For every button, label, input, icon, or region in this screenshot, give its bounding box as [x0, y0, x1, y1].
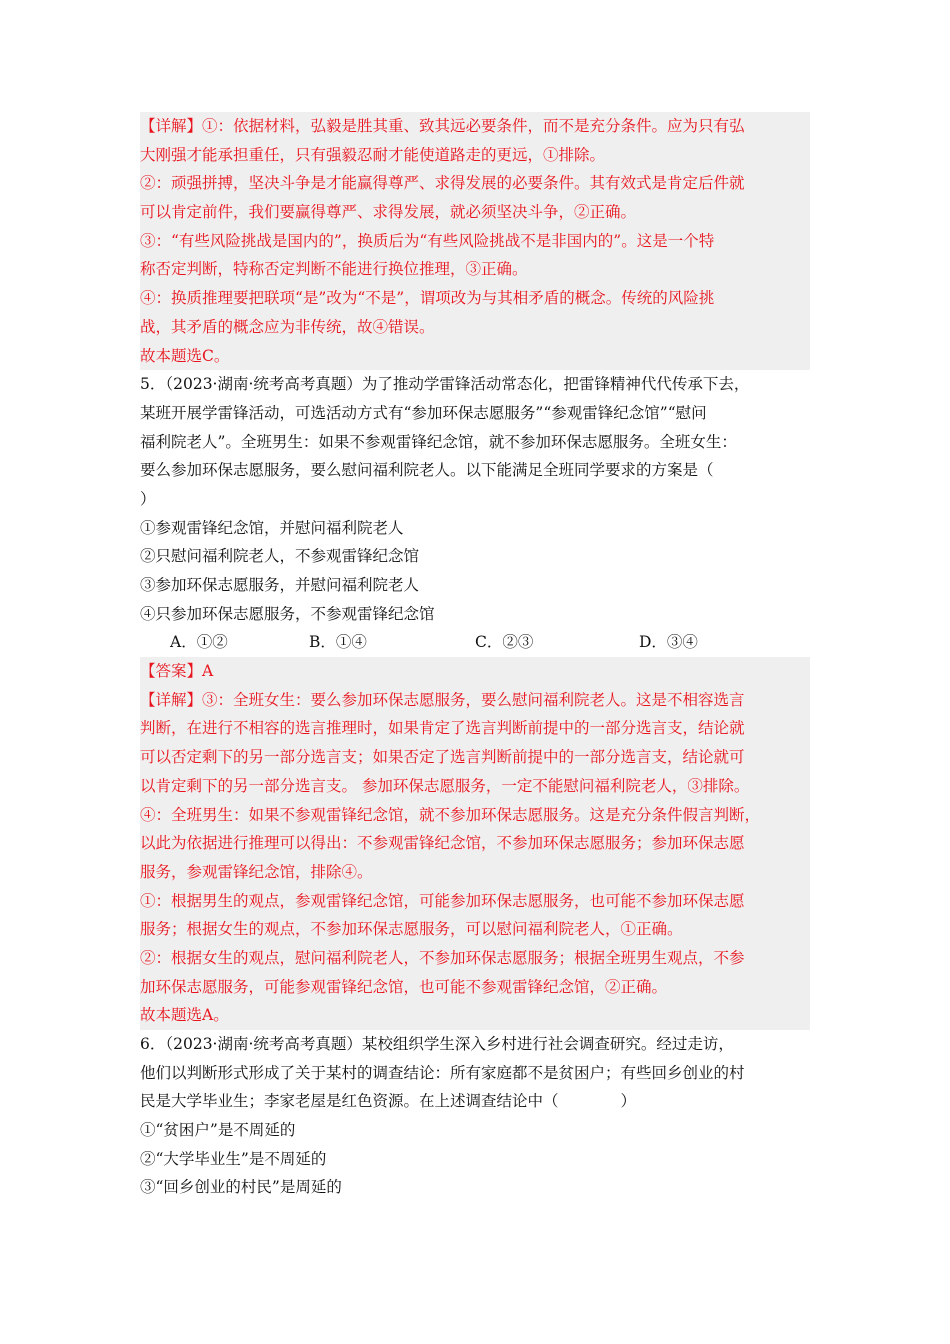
statement-item: ①参观雷锋纪念馆，并慰问福利院老人	[140, 518, 404, 537]
question-stem-line: 某班开展学雷锋活动，可选活动方式有“参加环保志愿服务”“参观雷锋纪念馆”“慰问	[140, 403, 707, 422]
document-page	[140, 112, 810, 1202]
text-line: 以此为依据进行推理可以得出：不参观雷锋纪念馆，不参加环保志愿服务；参加环保志愿	[140, 834, 745, 853]
statement-item: ②只慰问福利院老人，不参观雷锋纪念馆	[140, 547, 420, 566]
text-line: 可以肯定前件，我们要赢得尊严、求得发展，就必须坚决斗争，②正确。	[140, 203, 637, 222]
text-line: 称否定判断，特称否定判断不能进行换位推理，③正确。	[140, 260, 528, 279]
text-line: ②：顽强拼搏，坚决斗争是才能赢得尊严、求得发展的必要条件。其有效式是肯定后件就	[140, 174, 745, 193]
text-line: ④：换质推理要把联项“是”改为“不是”，谓项改为与其相矛盾的概念。传统的风险挑	[140, 289, 715, 308]
text-line: 【详解】①：依据材料，弘毅是胜其重、致其远必要条件，而不是充分条件。应为只有弘	[140, 117, 745, 135]
text-line: 以肯定剩下的另一部分选言支。 参加环保志愿服务，一定不能慰问福利院老人，③排除。	[140, 776, 750, 795]
question-stem-line: ）	[140, 489, 156, 508]
statement-item: ②“大学毕业生”是不周延的	[140, 1149, 327, 1168]
option-a: A．①②	[170, 633, 228, 652]
text-line: 故本题选A。	[140, 1006, 229, 1025]
question-5	[140, 370, 810, 657]
text-line: ②：根据女生的观点，慰问福利院老人，不参加环保志愿服务；根据全班男生观点，不参	[140, 948, 745, 967]
text-line: 服务，参观雷锋纪念馆，排除④。	[140, 862, 373, 881]
question-stem-line: 民是大学毕业生；李家老屋是红色资源。在上述调查结论中（ ）	[140, 1092, 637, 1111]
text-line: 故本题选C。	[140, 346, 230, 365]
question-stem-line: 6．（2023·湖南·统考高考真题）某校组织学生深入乡村进行社会调查研究。经过走访，	[140, 1035, 734, 1053]
text-line: 可以否定剩下的另一部分选言支；如果否定了选言判断前提中的一部分选言支，结论就可	[140, 748, 745, 767]
text-line: 战，其矛盾的概念应为非传统，故④错误。	[140, 317, 435, 336]
option-c: C．②③	[475, 633, 534, 652]
text-line: 大刚强才能承担重任，只有强毅忍耐才能使道路走的更远，①排除。	[140, 145, 606, 164]
statement-item: ①“贫困户”是不周延的	[140, 1121, 296, 1140]
explanation-block-q4	[140, 112, 810, 370]
statement-item: ③参加环保志愿服务，并慰问福利院老人	[140, 576, 420, 594]
question-6	[140, 1030, 810, 1202]
option-d: D．③④	[639, 633, 698, 652]
question-stem-line: 福利院老人”。全班男生：如果不参观雷锋纪念馆，就不参加环保志愿服务。全班女生：	[140, 432, 737, 451]
answer-options	[140, 628, 810, 657]
question-stem-line: 5．（2023·湖南·统考高考真题）为了推动学雷锋活动常态化，把雷锋精神代代传承下去，	[140, 375, 750, 394]
text-line: 加环保志愿服务，可能参观雷锋纪念馆，也可能不参观雷锋纪念馆，②正确。	[140, 977, 668, 996]
text-line: 【详解】③：全班女生：要么参加环保志愿服务，要么慰问福利院老人。这是不相容选言	[140, 690, 745, 709]
text-line: 判断，在进行不相容的选言推理时，如果肯定了选言判断前提中的一部分选言支，结论就	[140, 719, 745, 738]
option-b: B．①④	[309, 633, 367, 652]
answer-block-q5	[140, 657, 810, 1030]
statement-item: ③“回乡创业的村民”是周延的	[140, 1178, 342, 1197]
text-line: 服务；根据女生的观点，不参加环保志愿服务，可以慰问福利院老人，①正确。	[140, 920, 683, 939]
answer-label: 【答案】A	[140, 662, 214, 681]
question-stem-line: 要么参加环保志愿服务，要么慰问福利院老人。以下能满足全班同学要求的方案是（	[140, 461, 714, 480]
text-line: ③：“有些风险挑战是国内的”，换质后为“有些风险挑战不是非国内的”。这是一个特	[140, 231, 715, 250]
text-line: ④：全班男生：如果不参观雷锋纪念馆，就不参加环保志愿服务。这是充分条件假言判断，	[140, 805, 761, 824]
question-stem-line: 他们以判断形式形成了关于某村的调查结论：所有家庭都不是贫困户；有些回乡创业的村	[140, 1063, 745, 1082]
text-line: ①：根据男生的观点，参观雷锋纪念馆，可能参加环保志愿服务，也可能不参加环保志愿	[140, 891, 745, 910]
statement-item: ④只参加环保志愿服务，不参观雷锋纪念馆	[140, 604, 435, 623]
